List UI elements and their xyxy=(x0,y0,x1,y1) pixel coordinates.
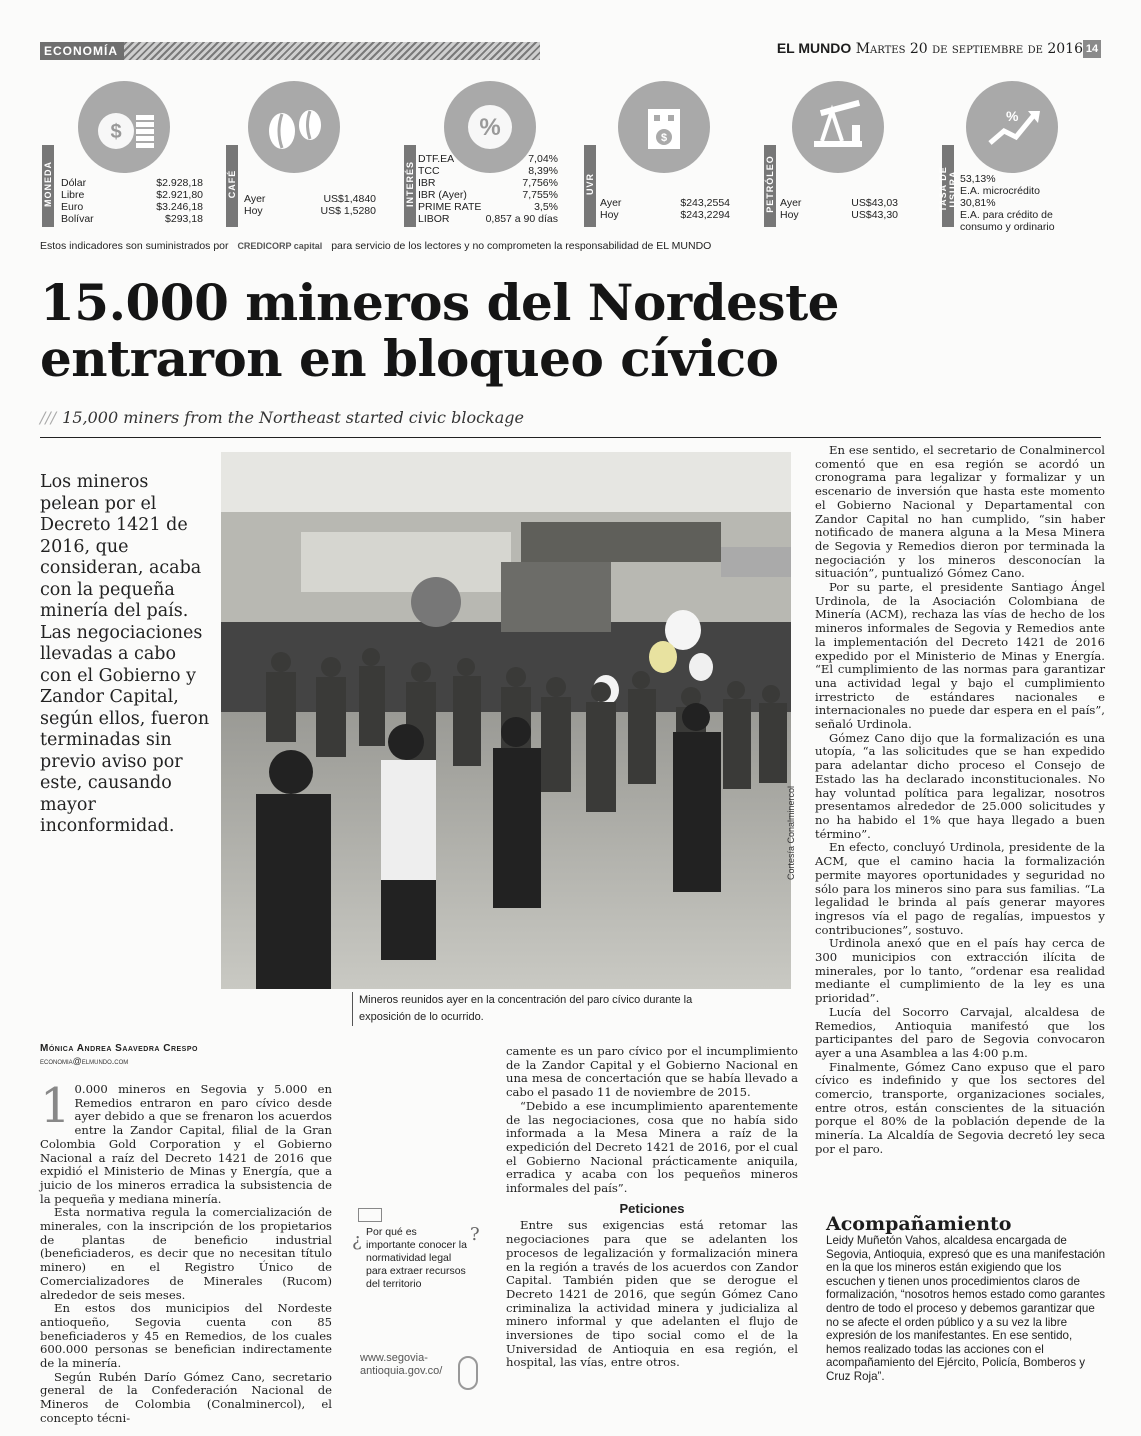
indicator-row: Bolívar $293,18 xyxy=(61,213,203,225)
author-email[interactable]: economia@elmundo.com xyxy=(40,1056,129,1066)
indicator-row: TCC 8,39% xyxy=(418,165,558,177)
svg-text:$: $ xyxy=(660,132,668,144)
dropcap: 1 xyxy=(40,1078,71,1134)
faq-text: Por qué es importante conocer la normatividad legal para extraer recursos del territorio xyxy=(366,1226,467,1290)
faq-box xyxy=(352,1226,490,1291)
indicator-row: LIBOR 0,857 a 90 días xyxy=(418,213,558,225)
masthead xyxy=(777,40,1083,57)
author-byline: Mónica Andrea Saavedra Crespo xyxy=(40,1043,198,1054)
question-close-mark: ? xyxy=(470,1224,480,1245)
english-subhead: /// 15,000 miners from the Northeast started civic blockage xyxy=(40,408,524,427)
indicator-row: DTF.EA 7,04% xyxy=(418,153,558,165)
indicator-interes xyxy=(404,87,564,235)
question-open-mark: ¿ xyxy=(352,1230,362,1251)
indicator-uvr xyxy=(584,87,744,235)
indicator-row: Hoy US$ 1,5280 xyxy=(244,205,376,217)
article-column-1: 1 0.000 mineros en Segovia y 5.000 en Remedios entraron en paro cívico desde ayer debido a que se frenaron los acuerdos entre la Zandor Capital, filial de la Gran Colombia Gold Corporation y el Gobierno Nacional a raíz del Decreto 1421 de 2016 que expidió el Ministerio de Minas y Energía, que a juicio de los mineros erradica la subsistencia de la pequeña y mediana minería. Esta normativa regula la comercialización de minerales, con la inscripción de los propietarios de plantas de beneficio industrial (beneficiaderos, es decir que no necesitan título minero) en el Registro Único de Comercializadores de Minerales (Rucom) alrededor de seis meses. En estos dos municipios del Nordeste antioqueño, Segovia cuenta con 85 beneficiaderos y 45 en Remedios, de los cuales 600.000 personas se benefician indirectamente de la minería. Según Rubén Darío Gómez Cano, secretario general de la Confederación Nacional de Mineros de Colombia (Conalminercol), el concepto técni- xyxy=(40,1078,332,1425)
svg-text:%: % xyxy=(479,114,501,141)
slashes-ornament: /// xyxy=(40,408,57,427)
box-text: Leidy Muñetón Vahos, alcaldesa encargada de Segovia, Antioquia, expresó que es una manifestación en la que los mineros están exigiendo que los escuchen y tienen unos procedimientos claros de formalización, “nosotros hemos estado como garantes dentro de todo el proceso y debemos garantizar que no se afecte el orden público y a su vez la libre expresión de los manifestantes. En ese sentido, hemos realizado todas las acciones con el acompañamiento del Ejército, Policía, Bomberos y Cruz Roja”. xyxy=(826,1234,1106,1383)
indicator-label: CAFÉ xyxy=(226,145,238,227)
divider xyxy=(40,437,1101,438)
segovia-url-link[interactable]: www.segovia-antioquia.gov.co/ xyxy=(360,1352,443,1377)
indicator-row: Ayer $243,2554 xyxy=(600,197,730,209)
tool-icon xyxy=(358,1208,382,1222)
indicator-row: E.A. para crédito de consumo y ordinario xyxy=(960,209,1055,233)
article-column-2: camente es un paro cívico por el incumplimiento de la Zandor Capital y el Gobierno Nacional en una mesa de concertación que se había llevado a cabo el pasado 11 de noviembre de 2015. “Debido a ese incumplimiento aparentemente de las negociaciones, cosa que no había sido informada a la Mesa Minera a raíz de la expedición del Decreto 1421 de 2016, por el cual el Gobierno Nacional prácticamente aniquila, erradica y acaba con los pequeños mineros informales del país”. Peticiones Entre sus exigencias está retomar las negociaciones para que se adelanten los procesos de legalización y formalización minera en la región a través de los acuerdos con Zandor Capital. También piden que se derogue el Decreto 1421 de 2016, que según Gómez Cano criminaliza la actividad minera y judicializa al minero informal y que adelanten el flujo de inversiones de tipo social como el de la Universidad de Antioquia en esa región, el hospital, las vías, entre otros. xyxy=(506,1044,798,1370)
coins-money-icon xyxy=(78,81,170,173)
building-money-icon xyxy=(618,81,710,173)
indicator-row: PRIME RATE 3,5% xyxy=(418,201,558,213)
indicator-label: MONEDA xyxy=(42,145,54,227)
article-column-3: En ese sentido, el secretario de Conalminercol comentó que en esa región se acordó un cronograma para legalizar y formalizar y un escenario de inversión que hasta este momento el Gobierno Nacional y Departamental con Zandor Capital no han cumplido, “sin haber notificado de manera alguna a la Mesa Minera de Segovia y Remedios dieron por terminada la negociación y los mineros desconocían la situación”, puntualizó Gómez Cano. Por su parte, el presidente Santiago Ángel Urdinola, de la Asociación Colombiana de Minería (ACM), rechaza las vías de hecho de los mineros informales de Segovia y Remedios ante la implementación del Decreto 1421 de 2016 expedido por el Ministerio de Minas y Energía. “El cumplimiento de las normas para garantizar una actividad legal y bajo el cumplimiento irrestricto de estándares nacionales e internacionales no puede dar espera en el país”, señaló Urdinola. Gómez Cano dijo que la formalización es una utopía, “a las solicitudes que se han expedido para adelantar dicho proceso el Consejo de Estado las ha declarado inconstitucionales. No hay voluntad política para legalizar, nosotros presentamos alrededor de 25.000 solicitudes y no ha habido el 1% que haya llegado a buen término”. En efecto, concluyó Urdinola, presidente de la ACM, que el camino hacia la formalización permite mayores oportunidades y seguridad no sólo para los mineros sino para sus familias. “La legalidad le brinda al país generar mayores ingresos vía el pago de regalías, impuestos y contribuciones”, sostuvo. Urdinola anexó que en el país hay cerca de 300 municipios con extracción ilícita de minerales, por lo tanto, “ordenar esa realidad mediante el cumplimiento de la ley es una prioridad”. Lucía del Socorro Carvajal, alcaldesa de Remedios, Antioquia manifestó que los participantes del paro de Segovia convocaron ayer a una Asamblea a las 4:00 p.m. Finalmente, Gómez Cano expuso que el paro cívico es indefinido y que los sectores del comercio, transporte, organizaciones sociales, entre otros, están conscientes de la situación porque el 80% de la población depende de la minería. La Alcaldía de Segovia decretó ley seca por el paro. xyxy=(815,443,1105,1156)
indicator-row: Ayer US$43,03 xyxy=(780,197,898,209)
headline: 15.000 mineros del Nordeste entraron en bloqueo cívico xyxy=(40,273,839,388)
rate-chart-icon xyxy=(966,81,1058,173)
indicators-credit: Estos indicadores son suministrados por CREDICORP capital para servicio de los lectores y no comprometen la responsabilidad de EL MUNDO xyxy=(40,240,712,252)
indicator-cafe xyxy=(226,87,386,235)
indicator-row: Ayer US$1,4840 xyxy=(244,193,376,205)
indicator-row: IBR (Ayer) 7,755% xyxy=(418,189,558,201)
indicator-row: 53,13% xyxy=(960,173,996,185)
oil-pump-icon xyxy=(792,81,884,173)
subtitle-peticiones: Peticiones xyxy=(619,1200,685,1216)
mouse-icon xyxy=(458,1356,478,1390)
section-label: ECONOMÍA xyxy=(40,42,124,60)
indicator-label: UVR xyxy=(584,145,596,227)
indicator-row: Hoy $243,2294 xyxy=(600,209,730,221)
page-number: 14 xyxy=(1083,40,1101,58)
indicator-row: Libre $2.921,80 xyxy=(61,189,203,201)
photo-caption: Mineros reunidos ayer en la concentración del paro cívico durante la exposición de lo ocurrido. xyxy=(352,992,739,1026)
masthead-brand: EL MUNDO xyxy=(776,40,852,56)
indicator-row: IBR 7,756% xyxy=(418,177,558,189)
svg-text:$: $ xyxy=(110,121,122,143)
credicorp-logo: CREDICORP capital xyxy=(237,241,323,252)
box-title: Acompañamiento xyxy=(826,1213,1012,1235)
masthead-date: Martes 20 de septiembre de 2016 xyxy=(855,41,1083,57)
lead-text: Los mineros pelean por el Decreto 1421 de 2016, que consideran, acaba con la pequeña minería del país. Las negociaciones llevadas a cabo con el Gobierno y Zandor Capital, según ellos, fueron terminadas sin previo aviso por este, causando mayor inconformidad. xyxy=(40,472,210,836)
article-photo xyxy=(221,452,791,989)
indicator-row: Dólar $2.928,18 xyxy=(61,177,203,189)
indicator-label: TASA DE USURA xyxy=(942,145,954,227)
photo-credit: Cortesía Conalminercol xyxy=(786,785,796,880)
indicator-petroleo xyxy=(764,87,914,235)
coffee-beans-icon xyxy=(248,81,340,173)
indicator-row: Hoy US$43,30 xyxy=(780,209,898,221)
indicator-row: Euro $3.246,18 xyxy=(61,201,203,213)
indicator-row: E.A. microcrédito xyxy=(960,185,1040,197)
indicator-moneda xyxy=(42,87,212,235)
indicator-label: PETRÓLEO xyxy=(764,145,776,227)
svg-text:%: % xyxy=(1006,108,1019,124)
indicator-row: 30,81% xyxy=(960,197,996,209)
indicator-usura xyxy=(938,87,1092,235)
indicator-label: INTERÉS xyxy=(404,145,416,227)
